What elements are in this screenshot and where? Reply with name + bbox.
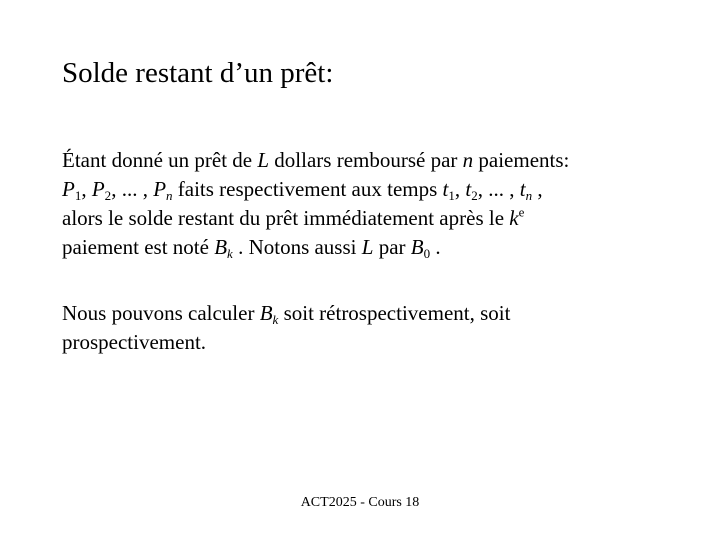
text-fragment: ,	[454, 177, 466, 201]
text-fragment: alors le solde restant du prêt immédiatement après le	[62, 206, 510, 230]
math-variable: P	[62, 177, 75, 201]
math-variable: B	[259, 301, 273, 325]
text-fragment: faits respectivement aux temps	[172, 177, 443, 201]
math-variable: L	[257, 148, 270, 172]
text-fragment: paiements:	[473, 148, 570, 172]
text-fragment: par	[373, 235, 411, 259]
text-line: prospectivement.	[62, 330, 207, 354]
text-line	[62, 233, 682, 262]
text-fragment: , ... ,	[477, 177, 520, 201]
math-variable: n	[462, 148, 474, 172]
text-fragment: Étant donné un prêt de	[62, 148, 258, 172]
subscript: n	[166, 187, 173, 203]
math-variable: B	[214, 235, 228, 259]
math-variable: P	[91, 177, 105, 201]
subscript: 0	[423, 245, 431, 261]
slide-title: Solde restant d’un prêt:	[62, 57, 334, 89]
text-fragment: .	[430, 235, 441, 259]
math-variable: t	[442, 177, 449, 201]
subscript: n	[525, 187, 533, 203]
text-fragment: ,	[532, 177, 543, 201]
text-fragment: ,	[81, 177, 92, 201]
text-fragment: paiement est noté	[62, 235, 215, 259]
definition-paragraph	[62, 146, 682, 262]
subscript: k	[272, 311, 279, 327]
superscript: e	[518, 204, 525, 220]
subscript: k	[227, 245, 233, 261]
math-variable: B	[410, 235, 424, 259]
text-line	[62, 175, 682, 204]
math-variable: P	[153, 177, 167, 201]
subscript: 2	[471, 187, 478, 203]
subscript: 1	[448, 187, 455, 203]
subscript: 1	[74, 187, 82, 203]
text-fragment: . Notons aussi	[232, 235, 362, 259]
text-line	[62, 146, 682, 175]
text-line	[62, 204, 682, 233]
text-fragment: Nous pouvons calculer	[62, 301, 260, 325]
text-fragment: dollars remboursé par	[269, 148, 463, 172]
calculation-paragraph	[62, 299, 682, 357]
text-line	[62, 299, 682, 328]
subscript: 2	[104, 187, 112, 203]
math-variable: t	[465, 177, 472, 201]
math-variable: k	[509, 206, 519, 230]
math-variable: L	[361, 235, 374, 259]
math-variable: t	[519, 177, 526, 201]
text-fragment: soit rétrospectivement, soit	[278, 301, 511, 325]
slide-footer: ACT2025 - Cours 18	[300, 495, 420, 510]
text-fragment: , ... ,	[111, 177, 154, 201]
